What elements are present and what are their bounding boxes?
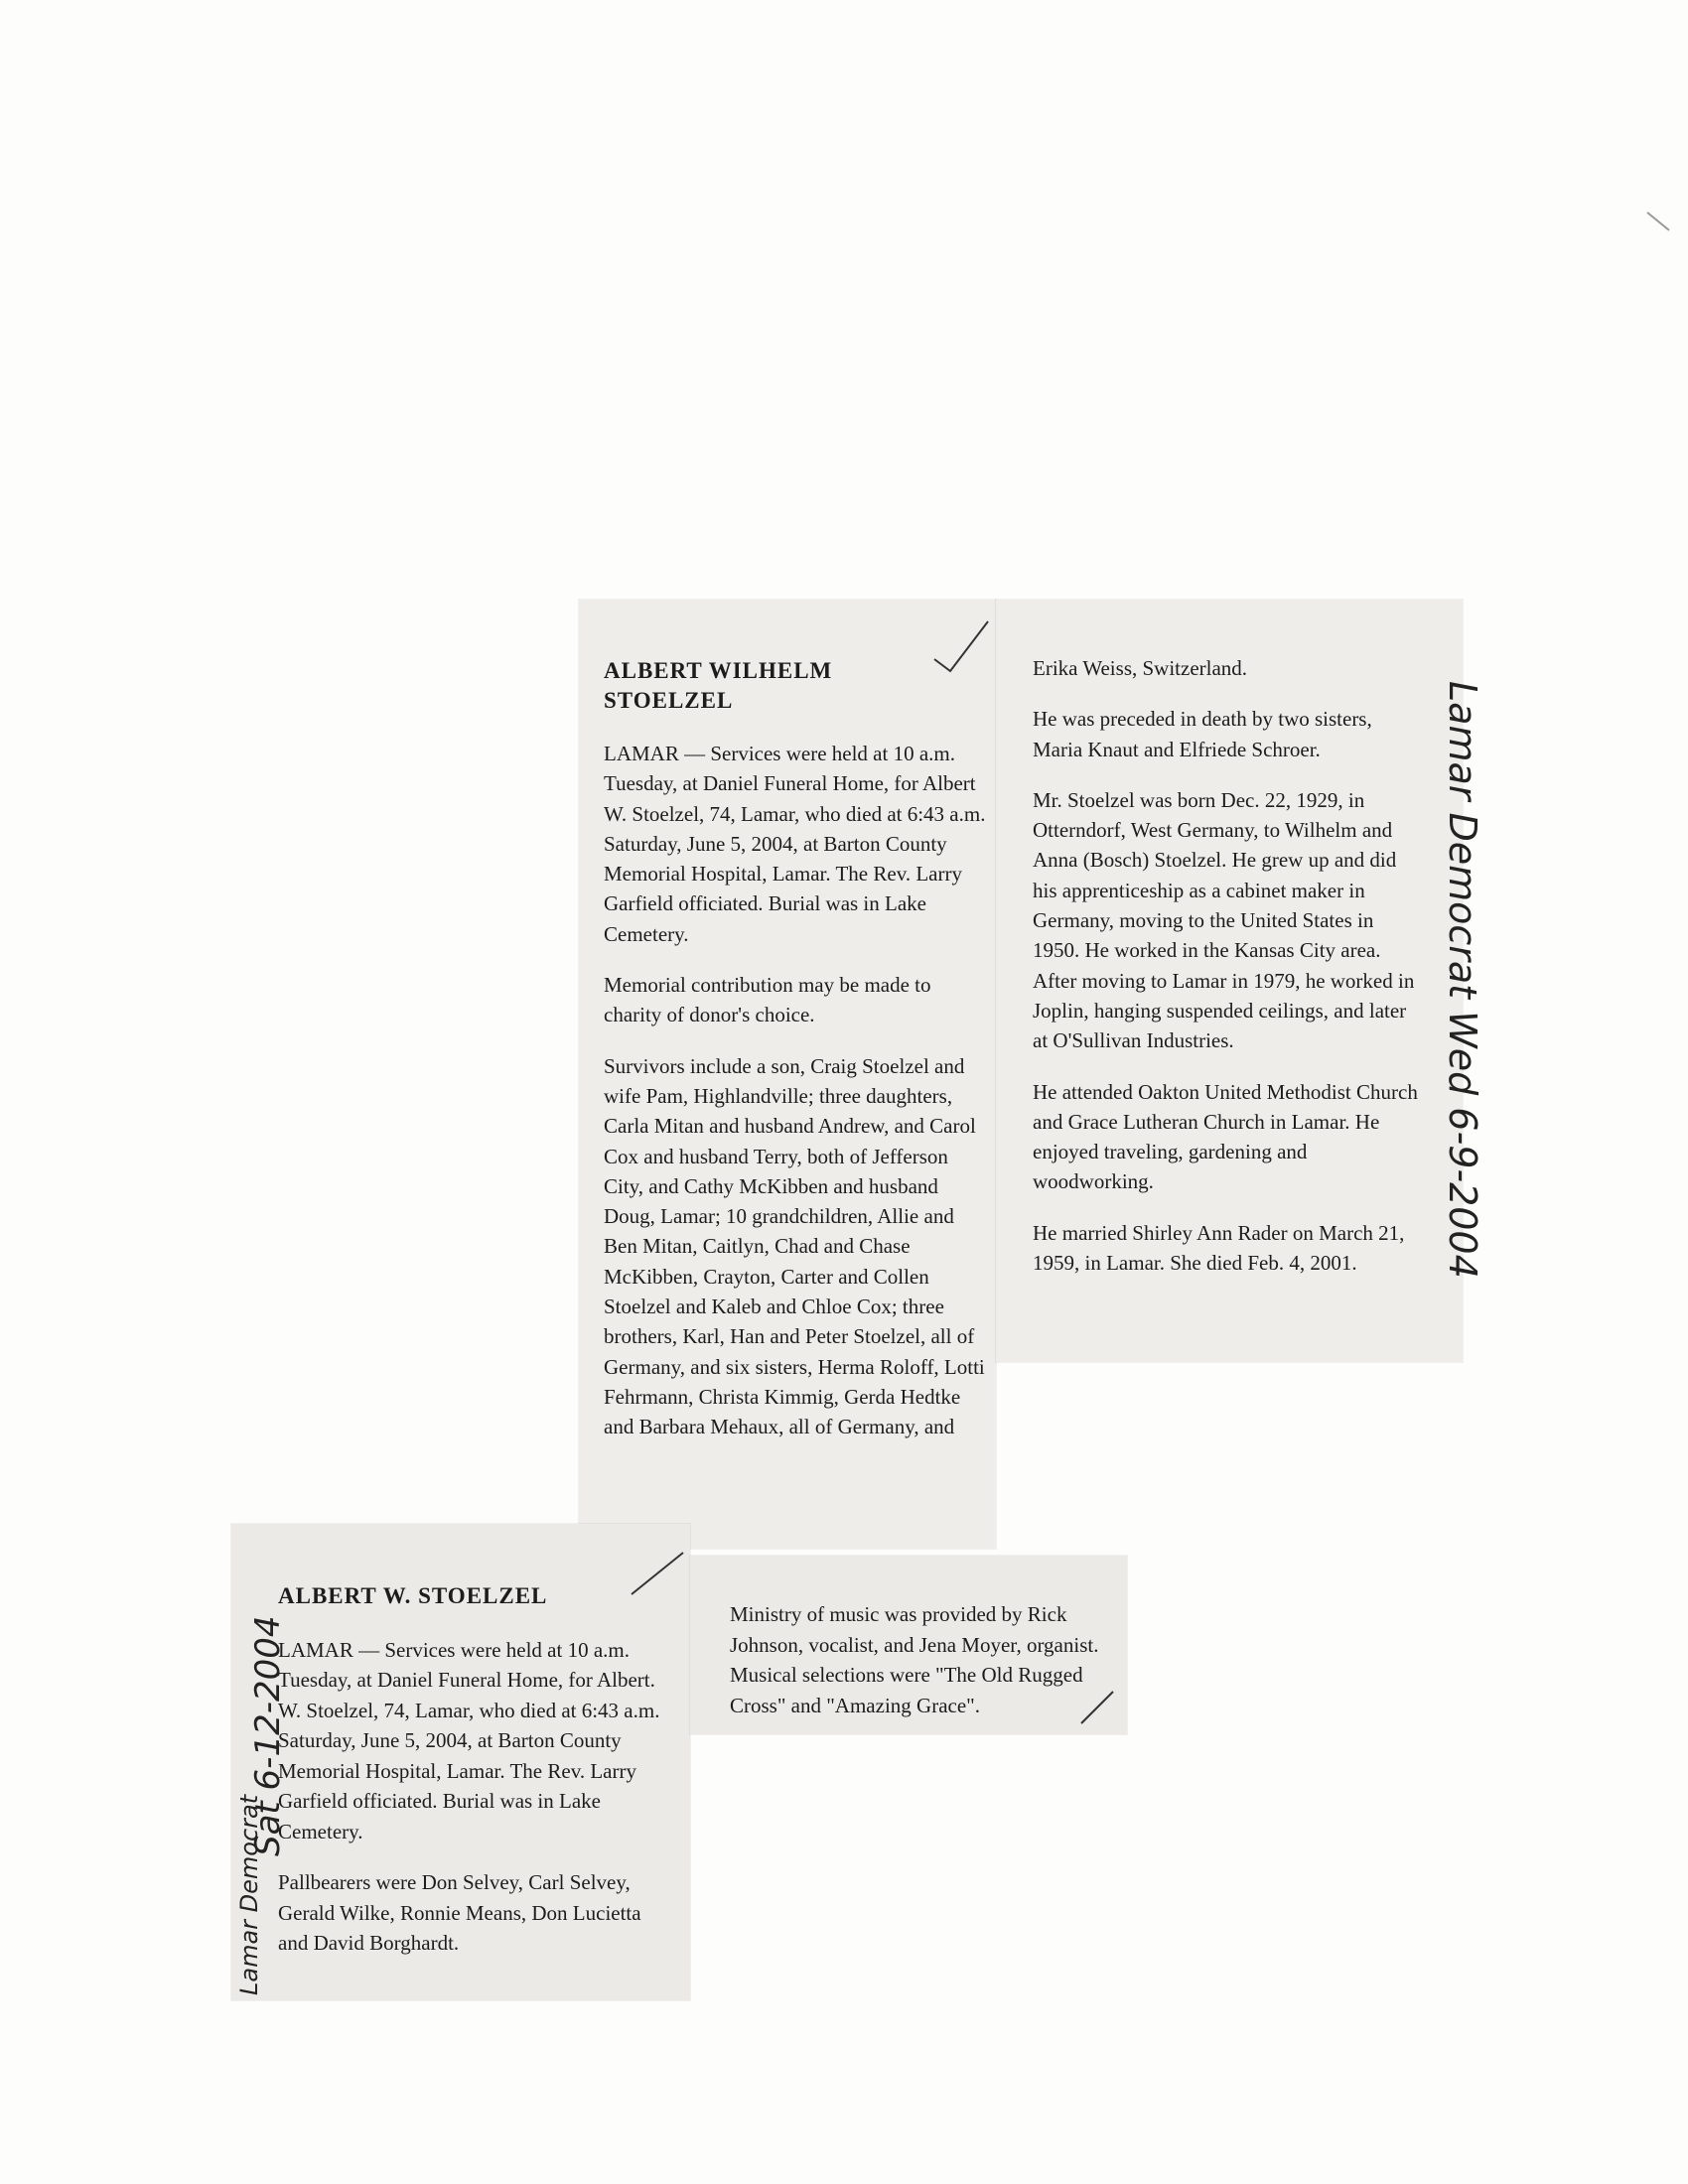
clipping-1-paragraph: He was preceded in death by two sisters, Maria Knaut and Elfriede Schroer. (1033, 707, 1372, 761)
handwritten-annotation-2-line-2: Sat 6-12-2004 (248, 1615, 288, 1856)
clipping-1-paragraph: Erika Weiss, Switzerland. (1033, 656, 1248, 680)
clipping-2-column-2 (730, 1578, 1115, 1741)
bleed-through-text (685, 119, 983, 149)
handwritten-annotation-2b (248, 1615, 288, 1856)
clipping-1-paragraph: Memorial contribution may be made to charity of donor's choice. (604, 973, 931, 1027)
clipping-2-paragraph: Pallbearers were Don Selvey, Carl Selvey, Gerald Wilke, Ronnie Means, Don Lucietta and David Borghardt. (278, 1870, 641, 1955)
clipping-1-paragraph: Survivors include a son, Craig Stoelzel and wife Pam, Highlandville; three daughters, Carla Mitan and husband Andrew, and Carol Cox and husband Terry, both of Jefferson City, and Cathy McKibben and husband Doug, Lamar; 10 grandchildren, Allie and Ben Mitan, Caitlyn, Chad and Chase McKibben, Crayton, Carter and Collen Stoelzel and Kaleb and Chloe Cox; three brothers, Karl, Han and Peter Stoelzel, all of Germany, and six sisters, Herma Roloff, Lotti Fehrmann, Christa Kimmig, Gerda Hedtke and Barbara Mehaux, all of Germany, and (604, 1053, 985, 1439)
slash-mark-icon (628, 1549, 687, 1598)
handwritten-annotation-1: Lamar Democrat Wed 6-9-2004 (1441, 681, 1484, 1279)
clipping-1-column-1 (604, 633, 989, 1463)
scan-edge-mark-icon (1643, 208, 1673, 238)
handwritten-annotation-2-line-1: Lamar Democrat (235, 1794, 263, 1995)
clipping-1-column-2 (1033, 632, 1420, 1298)
slash-mark-icon (1077, 1688, 1117, 1727)
clipping-1-paragraph: He married Shirley Ann Rader on March 21, 1959, in Lamar. She died Feb. 4, 2001. (1033, 1220, 1405, 1276)
check-mark-icon (928, 615, 998, 675)
clipping-2-column-1 (278, 1559, 671, 1979)
clipping-1-paragraph: LAMAR — Services were held at 10 a.m. Tuesday, at Daniel Funeral Home, for Albert W. Stoelzel, 74, Lamar, who died at 6:43 a.m. Saturday, June 5, 2004, at Barton County Memorial Hospital, Lamar. The Rev. Larry Garfield officiated. Burial was in Lake Cemetery. (604, 742, 986, 946)
clipping-1-heading: ALBERT WILHELM STOELZEL (604, 658, 833, 713)
clipping-2-paragraph: Ministry of music was provided by Rick Johnson, vocalist, and Jena Moyer, organist. Musical selections were "The Old Rugged Cross" and "Amazing Grace". (730, 1602, 1099, 1717)
clipping-2-paragraph: LAMAR — Services were held at 10 a.m. Tuesday, at Daniel Funeral Home, for Albert. W. Stoelzel, 74, Lamar, who died at 6:43 a.m. Saturday, June 5, 2004, at Barton County Memorial Hospital, Lamar. The Rev. Larry Garfield officiated. Burial was in Lake Cemetery. (278, 1637, 660, 1843)
clipping-1-paragraph: Mr. Stoelzel was born Dec. 22, 1929, in Otterndorf, West Germany, to Wilhelm and Anna (Bosch) Stoelzel. He grew up and did his apprenticeship as a cabinet maker in Germany, moving to the United States in 1950. He worked in the Kansas City area. After moving to Lamar in 1979, he worked in Joplin, hanging suspended ceilings, and later at O'Sullivan Industries. (1033, 787, 1415, 1053)
clipping-1-paragraph: He attended Oakton United Methodist Church and Grace Lutheran Church in Lamar. He enjoyed traveling, gardening and woodworking. (1033, 1079, 1418, 1194)
clipping-2-heading: ALBERT W. STOELZEL (278, 1583, 548, 1608)
